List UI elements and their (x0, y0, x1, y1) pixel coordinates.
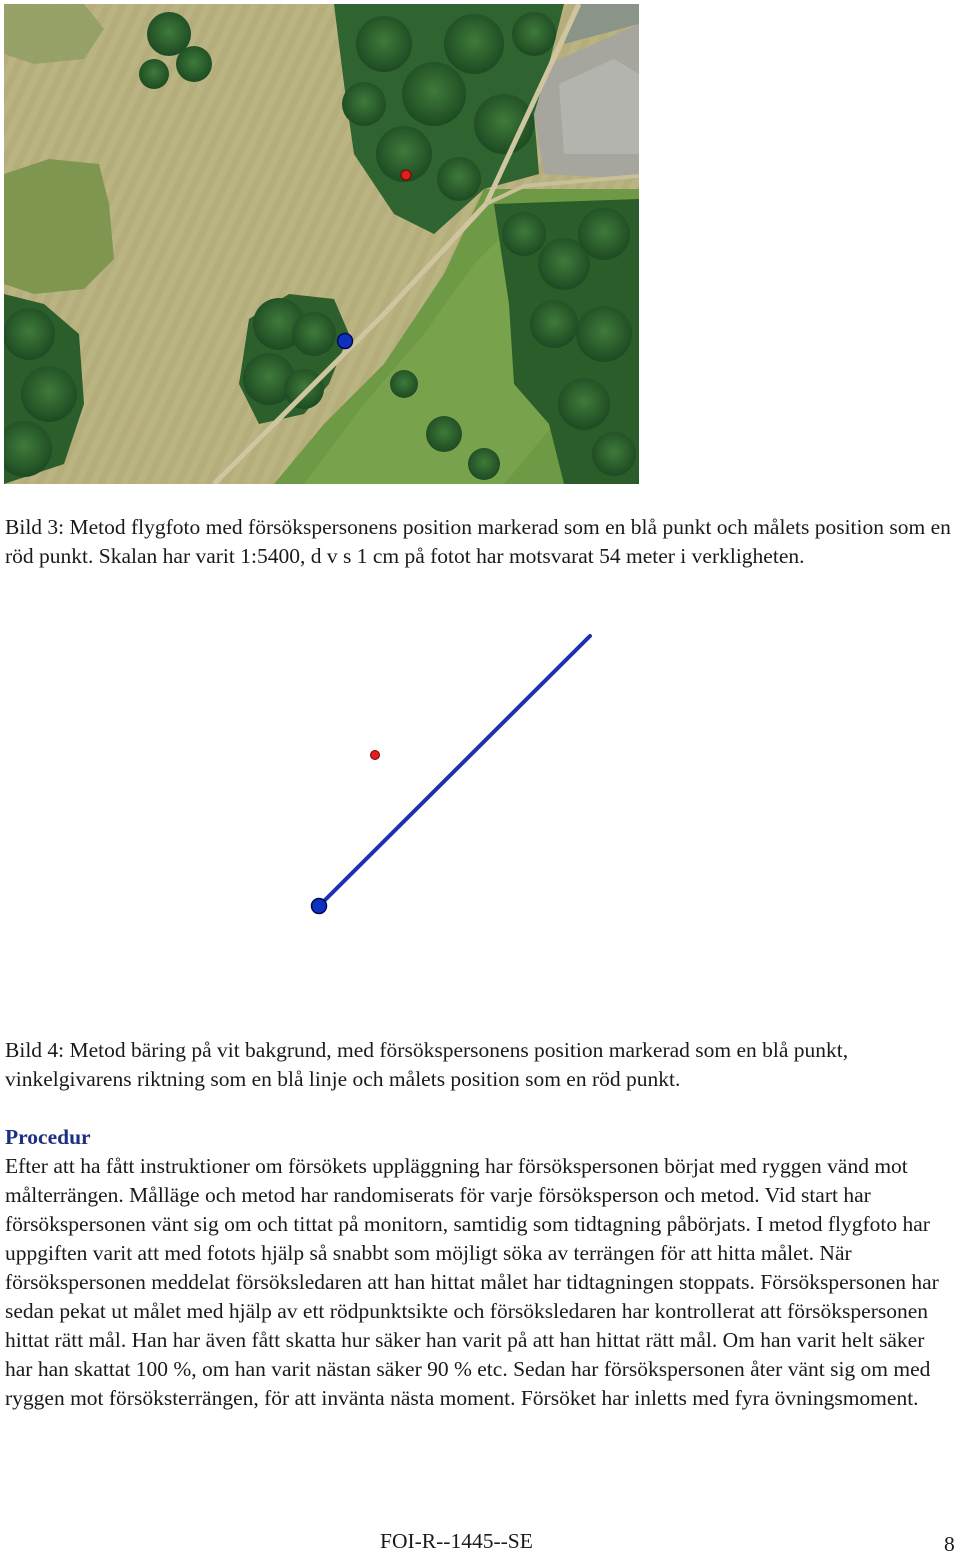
aerial-photo (4, 4, 639, 484)
report-id: FOI-R--1445--SE (380, 1529, 533, 1553)
figure-3-caption: Bild 3: Metod flygfoto med försökspersonens position markerad som en blå punkt och målets position som en röd punkt. Skalan har varit 1:5400, d v s 1 cm på fotot har motsvarat 54 meter i verkligheten. (5, 515, 951, 568)
section-heading: Procedur (5, 1125, 91, 1149)
participant-marker-blue (312, 899, 327, 914)
target-marker-red (401, 170, 411, 180)
meadow-upper-left (4, 159, 114, 294)
participant-marker-blue (338, 334, 353, 349)
figure-4-caption: Bild 4: Metod bäring på vit bakgrund, med försökspersonens position markerad som en blå punkt, vinkelgivarens riktning som en blå linje och målets position som en röd punkt. (5, 1038, 849, 1091)
page-number: 8 (944, 1532, 955, 1556)
bearing-line (319, 636, 590, 906)
section-body: Efter att ha fått instruktioner om försökets uppläggning har försökspersonen börjat med ryggen vänd mot målterrängen. Målläge och metod har randomiserats för varje försöksperson och metod. Vid start har försökspersonen vänt sig om och tittat på monitorn, samtidig som tidtagning påbörjats. I metod flygfoto har uppgiften varit att med fotots hjälp så snabbt som möjligt söka av terrängen för att hitta målet. När försökspersonen meddelat försöksledaren att han hittat målet har tidtagningen stoppats. Försökspersonen har sedan pekat ut målet med hjälp av ett rödpunktsikte och försöksledaren har kontrollerat att försökspersonen hittat rätt mål. Han har även fått skatta hur säker han varit på att han hittat rätt mål. Om han varit helt säker har han skattat 100 %, om han varit nästan säker 90 % etc. Sedan har försökspersonen åter vänt sig om med ryggen mot försöksterrängen, för att invänta nästa moment. Försöket har inletts med fyra övningsmoment. (5, 1154, 939, 1410)
bearing-diagram (300, 630, 600, 920)
target-marker-red (371, 751, 380, 760)
